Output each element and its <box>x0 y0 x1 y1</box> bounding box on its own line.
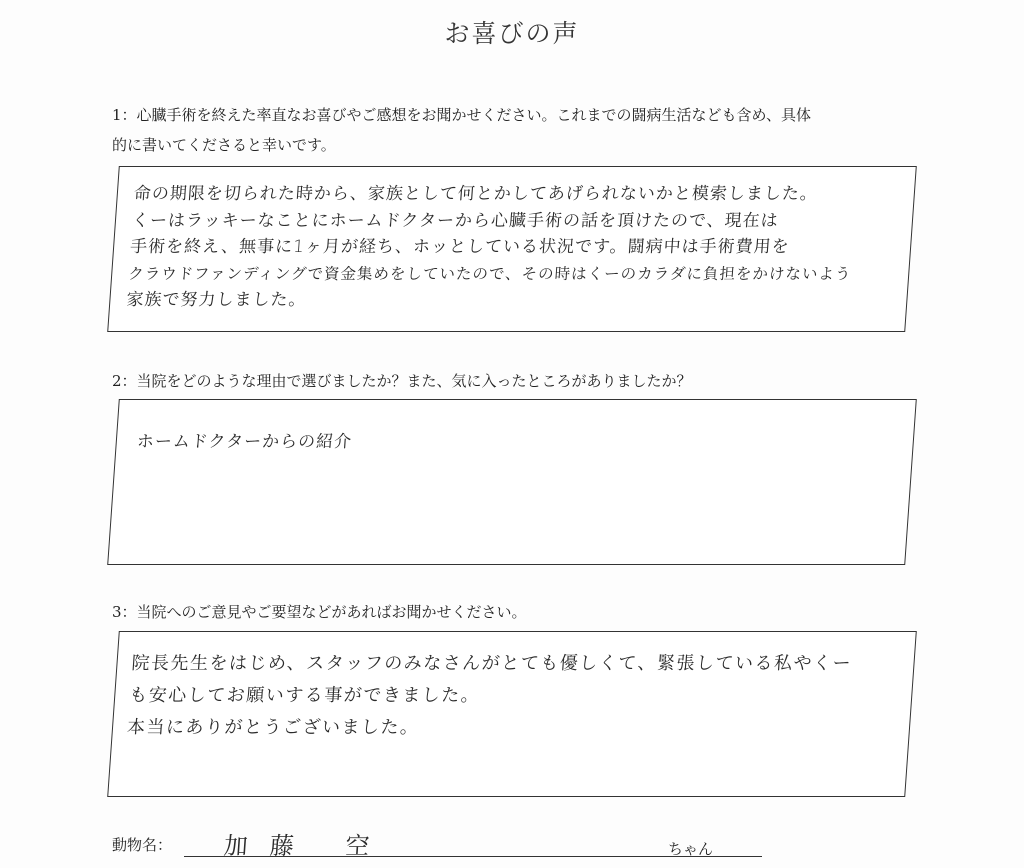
question-3-prompt-line: 3：当院へのご意見やご要望などがあればお聞かせください。 <box>112 603 527 621</box>
answer-2-line: ホームドクターからの紹介 <box>136 432 353 452</box>
pet-name-row <box>112 826 912 862</box>
question-2-prompt-line: 2：当院をどのような理由で選びましたか？また、気に入ったところがありましたか？ <box>112 372 692 390</box>
answer-1-line: くーはラッキーなことにホームドクターから心臓手術の話を頂けたので、現在は <box>131 210 780 231</box>
pet-name-label: 動物名： <box>112 836 173 854</box>
answer-1-line: 家族で努力しました。 <box>125 290 308 310</box>
question-3-answer-box <box>107 631 917 797</box>
answer-1-line: クラウドファンディングで資金集めをしていたので、その時はくーのカラダに負担をかけないよう <box>127 264 853 283</box>
answer-3-line: 本当にありがとうございました。 <box>126 717 421 738</box>
page-title: お喜びの声 <box>444 19 580 48</box>
question-1-answer-box <box>107 166 917 332</box>
answer-1-line: 命の期限を切られた時から、家族として何とかしてあげられないかと模索しました。 <box>133 184 819 204</box>
question-1-prompt-line: 的に書いてくださると幸いです。 <box>112 136 336 154</box>
answer-3-line: 院長先生をはじめ、スタッフのみなさんがとても優しくて、緊張している私やくー <box>130 653 853 674</box>
question-1-prompt-line: 1：心臓手術を終えた率直なお喜びやご感想をお聞かせください。これまでの闘病生活なども含め、具体 <box>112 106 811 124</box>
pet-name-value: 加藤 空 <box>222 832 393 860</box>
question-3-prompt <box>112 597 912 627</box>
question-1-prompt <box>112 100 912 160</box>
question-2-answer-box <box>107 399 917 565</box>
answer-3-line: も安心してお願いする事ができました。 <box>128 685 482 706</box>
answer-1-line: 手術を終え、無事に1ヶ月が経ち、ホッとしている状況です。闘病中は手術費用を <box>129 237 791 257</box>
question-2-prompt <box>112 366 912 396</box>
pet-name-suffix: ちゃん <box>668 840 714 858</box>
